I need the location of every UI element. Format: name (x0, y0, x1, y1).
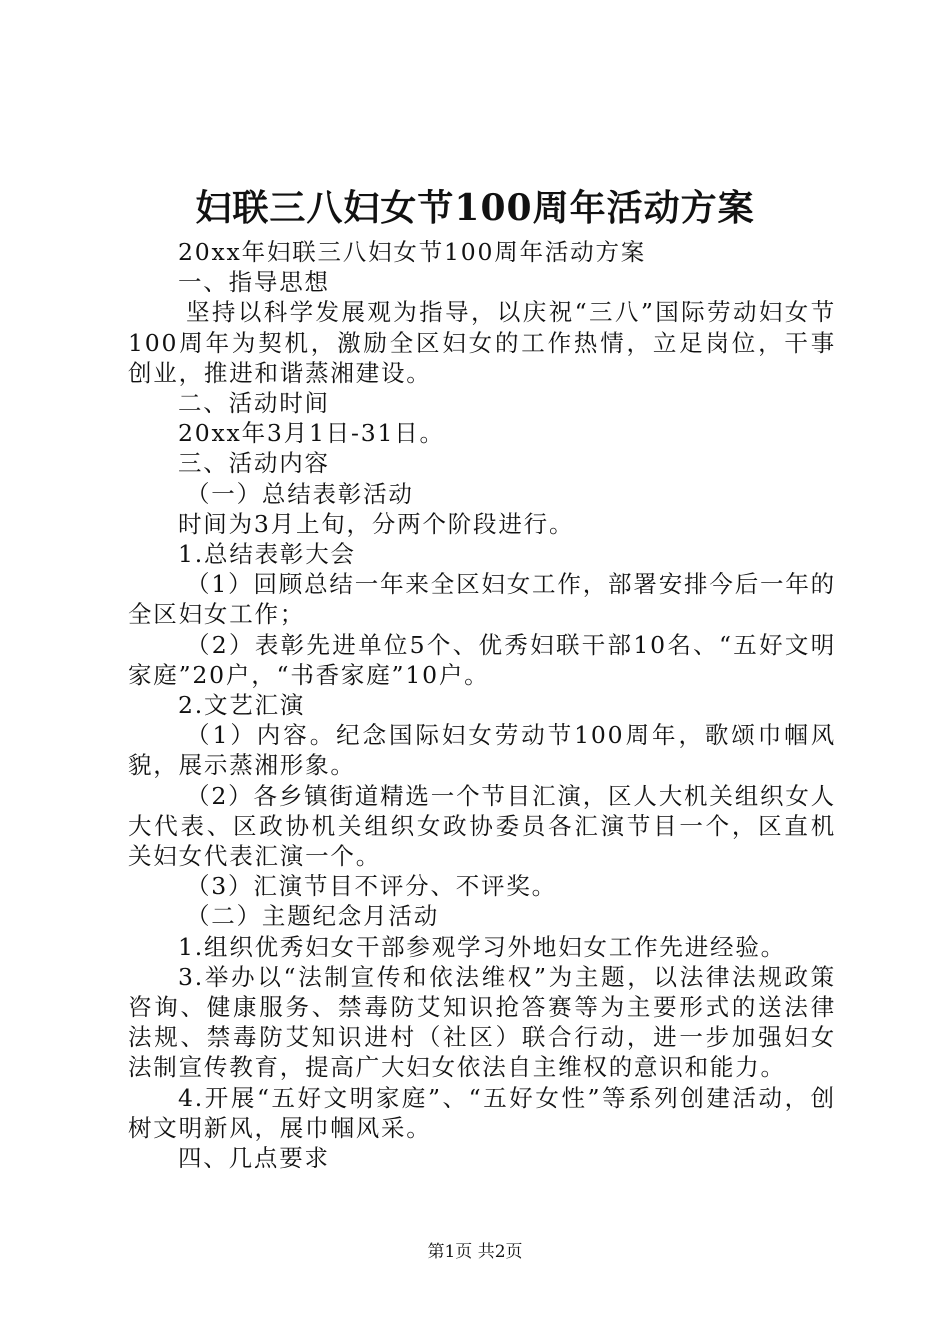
list-item: 3.举办以“法制宣传和依法维权”为主题，以法律法规政策咨询、健康服务、禁毒防艾知识抢答赛等为主要形式的送法律法规、禁毒防艾知识进村（社区）联合行动，进一步加强妇女法制宣传教育，提高广大妇女依法自主维权的意识和能力。 (128, 962, 836, 1082)
paragraph: 时间为3月上旬，分两个阶段进行。 (178, 509, 575, 538)
list-item: 1.总结表彰大会 (178, 540, 356, 569)
list-item: （1）回顾总结一年来全区妇女工作，部署安排今后一年的全区妇女工作； (128, 570, 836, 629)
section-heading: 四、几点要求 (178, 1144, 330, 1173)
paragraph: 坚持以科学发展观为指导，以庆祝“三八”国际劳动妇女节100周年为契机，激励全区妇女的工作热情，立足岗位，干事创业，推进和谐蒸湘建设。 (128, 298, 836, 387)
section-heading: 一、指导思想 (178, 268, 330, 297)
page-footer: 第1页 共2页 (427, 1242, 523, 1262)
subsection-heading: （二）主题纪念月活动 (186, 902, 439, 931)
document-body (128, 237, 836, 1173)
section-heading: 三、活动内容 (178, 449, 330, 478)
document-title: 妇联三八妇女节100周年活动方案 (195, 187, 755, 229)
list-item: （2）各乡镇街道精选一个节目汇演，区人大机关组织女人大代表、区政协机关组织女政协委员各汇演节目一个，区直机关妇女代表汇演一个。 (128, 781, 836, 871)
list-item: 1.组织优秀妇女干部参观学习外地妇女工作先进经验。 (178, 932, 786, 961)
list-item: （2）表彰先进单位5个、优秀妇联干部10名、“五好文明家庭”20户，“书香家庭”10户。 (128, 630, 836, 689)
list-item: （3）汇演节目不评分、不评奖。 (186, 872, 557, 901)
paragraph: 20xx年3月1日-31日。 (178, 419, 445, 448)
section-heading: 二、活动时间 (178, 389, 330, 418)
paragraph: 20xx年妇联三八妇女节100周年活动方案 (178, 238, 647, 266)
list-item: （1）内容。纪念国际妇女劳动节100周年，歌颂巾帼风貌，展示蒸湘形象。 (128, 721, 836, 780)
list-item: 2.文艺汇演 (178, 691, 306, 720)
subsection-heading: （一）总结表彰活动 (186, 479, 414, 508)
list-item: 4.开展“五好文明家庭”、“五好女性”等系列创建活动，创树文明新风，展巾帼风采。 (128, 1083, 836, 1142)
